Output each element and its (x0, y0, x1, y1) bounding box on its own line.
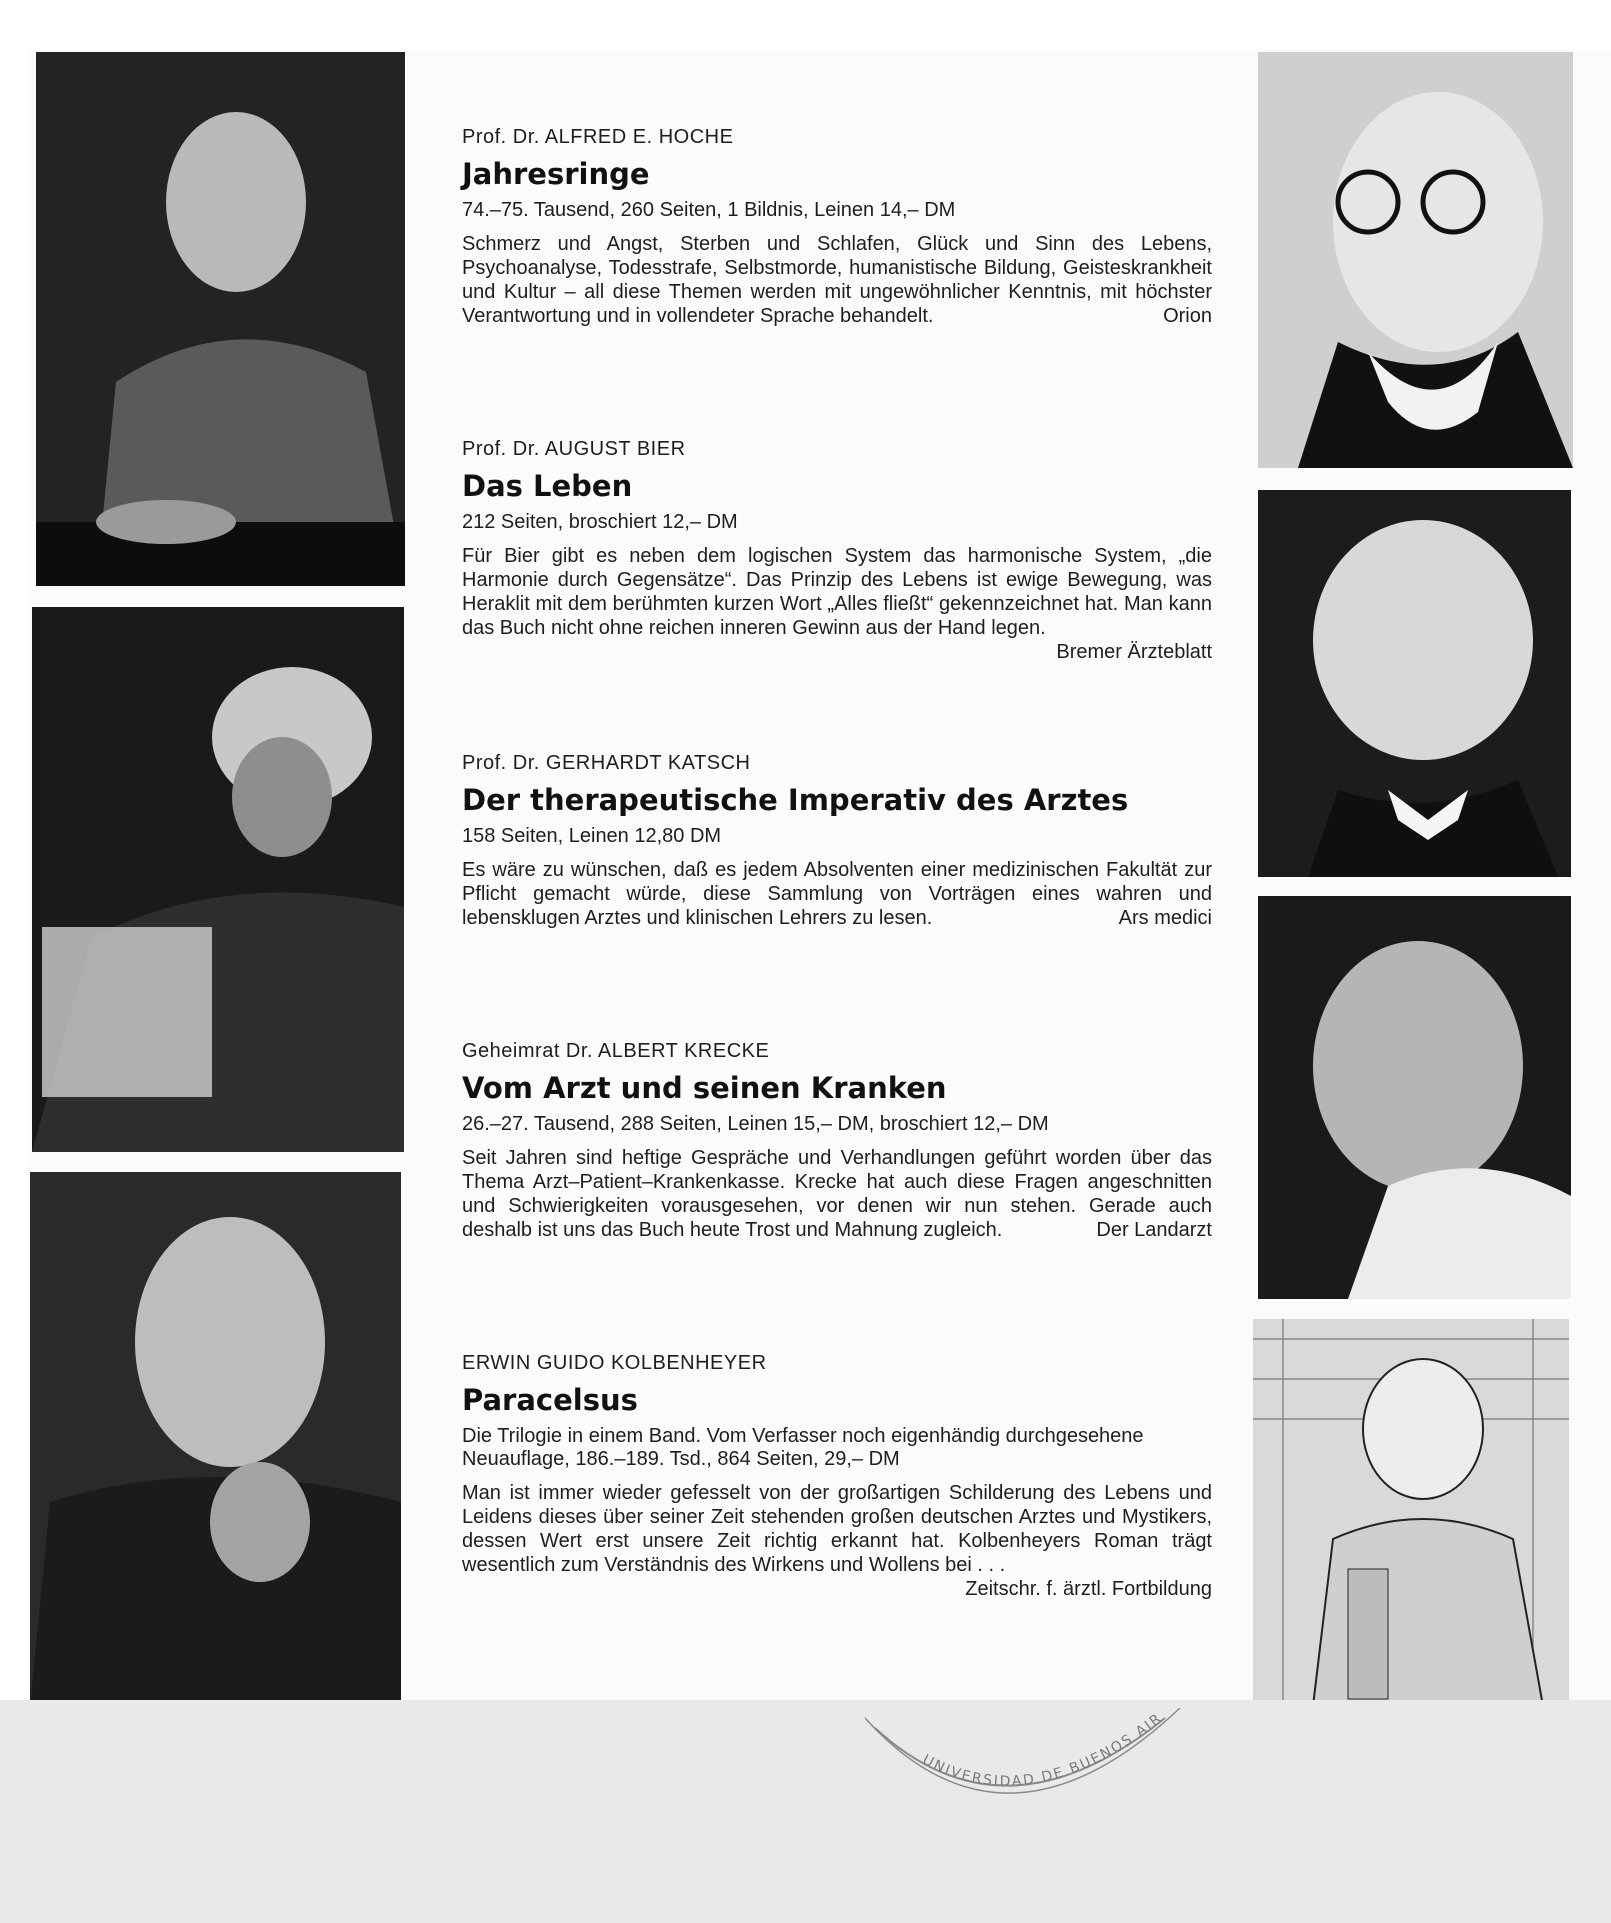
review-source: Bremer Ärzteblatt (1056, 641, 1212, 663)
book-author: Prof. Dr. ALFRED E. HOCHE (462, 126, 734, 148)
book-details: 74.–75. Tausend, 260 Seiten, 1 Bildnis, Leinen 14,– DM (462, 199, 956, 221)
book-author: Prof. Dr. GERHARDT KATSCH (462, 752, 751, 774)
review-text: Für Bier gibt es neben dem logischen System das harmonische System, „die Harmonie durch Gegensätze“. Das Prinzip des Lebens ist ewige Bewegung, was Heraklit mit dem berühmten kurzen Wort „Alles fließt“ gekennzeichnet hat. Man kann das Buch nicht ohne reichen inneren Gewinn aus der Hand legen. (462, 545, 1212, 639)
portrait-photo-krecke (30, 1172, 401, 1706)
review-text: Es wäre zu wünschen, daß es jedem Absolventen einer medizinischen Fakultät zur Pflicht gemacht würde, diese Sammlung von Vorträgen eines wahren und lebensklugen Arztes und klinischen Lehrers zu lesen. (462, 859, 1212, 929)
book-entry-jahresringe (462, 126, 1212, 328)
book-author: ERWIN GUIDO KOLBENHEYER (462, 1352, 767, 1374)
review-source: Ars medici (1118, 907, 1212, 929)
portrait-photo-man-bald (1258, 896, 1571, 1299)
book-review (462, 1146, 1212, 1242)
library-stamp (855, 1708, 1185, 1838)
review-text: Man ist immer wieder gefesselt von der großartigen Schilderung des Lebens und Leidens dieses über seiner Zeit stehenden großen deutschen Arztes und Mystikers, dessen Wert erst unsere Zeit richtig erkannt hat. Kolbenheyers Roman trägt wesentlich zum Verständnis des Wirkens und Wollens bei . . . (462, 1482, 1212, 1576)
book-title: Das Leben (462, 469, 633, 503)
book-review (462, 858, 1212, 930)
book-title: Der therapeutische Imperativ des Arztes (462, 783, 1129, 817)
review-source: Zeitschr. f. ärztl. Fortbildung (965, 1578, 1212, 1600)
book-author: Prof. Dr. AUGUST BIER (462, 438, 686, 460)
book-details: 212 Seiten, broschiert 12,– DM (462, 511, 738, 533)
review-source: Orion (1163, 305, 1212, 327)
book-title: Jahresringe (462, 157, 650, 191)
book-entry-paracelsus (462, 1352, 1212, 1601)
book-review (462, 544, 1212, 663)
portrait-photo-bier (32, 607, 404, 1152)
scan-bottom-margin (0, 1700, 1611, 1923)
scan-top-margin (0, 0, 1611, 50)
portrait-photo-bier-profile (1258, 490, 1571, 877)
review-source: Der Landarzt (1096, 1219, 1212, 1241)
book-author: Geheimrat Dr. ALBERT KRECKE (462, 1040, 770, 1062)
portrait-woodcut-paracelsus (1253, 1319, 1569, 1706)
book-title: Paracelsus (462, 1383, 638, 1417)
book-details: Die Trilogie in einem Band. Vom Verfasser noch eigenhändig durchgesehene Neuauflage, 186.–189. Tsd., 864 Seiten, 29,– DM (462, 1425, 1144, 1470)
book-review (462, 1481, 1212, 1600)
book-review (462, 232, 1212, 328)
book-details: 158 Seiten, Leinen 12,80 DM (462, 825, 722, 847)
book-details: 26.–27. Tausend, 288 Seiten, Leinen 15,– DM, broschiert 12,– DM (462, 1113, 1049, 1135)
book-entry-das-leben (462, 438, 1212, 664)
review-text: Schmerz und Angst, Sterben und Schlafen, Glück und Sinn des Lebens, Psychoanalyse, Todesstrafe, Selbstmorde, humanistische Bildung, Geisteskrankheit und Kultur – all diese Themen werden mit ungewöhnlicher Kenntnis, mit höchster Verantwortung und in vollendeter Sprache behandelt. (462, 233, 1212, 327)
portrait-photo-katsch (1258, 52, 1573, 468)
review-text: Seit Jahren sind heftige Gespräche und Verhandlungen geführt worden über das Thema Arzt–Patient–Krankenkasse. Krecke hat auch diese Fragen angeschnitten und Schwierigkeiten vorausgesehen, vor denen wir nun stehen. Gerade auch deshalb ist uns das Buch heute Trost und Mahnung zugleich. (462, 1147, 1212, 1241)
book-entry-vom-arzt (462, 1040, 1212, 1242)
portrait-photo-hoche (36, 52, 405, 586)
stamp-text: UNIVERSIDAD DE BUENOS AIR (919, 1709, 1166, 1790)
book-entry-therapeutische-imperativ (462, 752, 1212, 930)
book-title: Vom Arzt und seinen Kranken (462, 1071, 947, 1105)
